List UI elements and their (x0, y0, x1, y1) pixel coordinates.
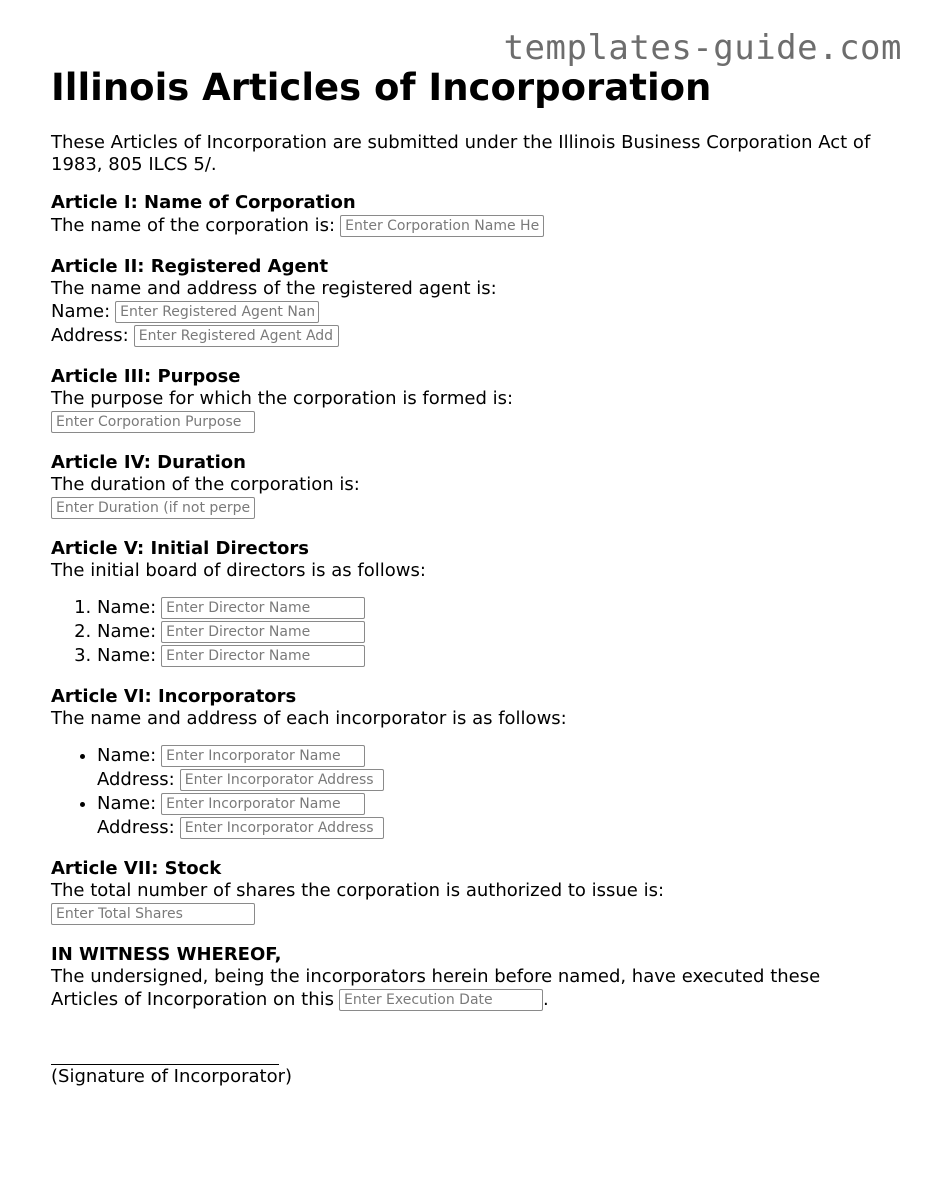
article-7-text: The total number of shares the corporation is authorized to issue is: (51, 880, 665, 901)
director-name-label: 1. Name: (97, 597, 157, 618)
article-5-section (51, 538, 891, 668)
article-3-section (51, 366, 891, 434)
director-name-label: 3. Name: (97, 645, 157, 666)
directors-list (51, 596, 891, 668)
article-4-text: The duration of the corporation is: (51, 474, 360, 495)
agent-address-input[interactable] (134, 325, 339, 347)
article-6-heading: Article VI: Incorporators (51, 686, 297, 707)
total-shares-input[interactable] (51, 903, 255, 925)
article-5-heading: Article V: Initial Directors (51, 538, 309, 559)
incorporator-address-input[interactable] (180, 817, 384, 839)
article-1-text: The name of the corporation is: (51, 215, 336, 236)
list-item (97, 744, 891, 792)
article-3-heading: Article III: Purpose (51, 366, 241, 387)
incorporator-address-input[interactable] (180, 769, 384, 791)
director-name-input[interactable] (161, 597, 365, 619)
article-2-heading: Article II: Registered Agent (51, 256, 329, 277)
document-page (51, 64, 891, 1089)
article-4-section (51, 452, 891, 520)
article-7-section (51, 858, 891, 926)
incorporator-address-label: Address: (97, 817, 175, 838)
article-7-heading: Article VII: Stock (51, 858, 222, 879)
article-5-text: The initial board of directors is as follows: (51, 560, 426, 581)
article-6-text: The name and address of each incorporator is as follows: (51, 708, 567, 729)
list-item (97, 596, 891, 620)
witness-text: The undersigned, being the incorporators herein before named, have executed these (51, 966, 821, 987)
corporation-name-input[interactable] (340, 215, 544, 237)
signature-caption: (Signature of Incorporator) (51, 1066, 293, 1087)
list-item (97, 644, 891, 668)
incorporator-name-label: • Name: (97, 745, 157, 766)
purpose-input[interactable] (51, 411, 255, 433)
duration-input[interactable] (51, 497, 255, 519)
agent-address-label: Address: (51, 325, 129, 346)
article-3-text: The purpose for which the corporation is formed is: (51, 388, 514, 409)
incorporator-name-label: • Name: (97, 793, 157, 814)
agent-name-label: Name: (51, 301, 111, 322)
incorporators-list (51, 744, 891, 840)
article-2-text: The name and address of the registered agent is: (51, 278, 497, 299)
witness-section (51, 944, 891, 1012)
article-2-section (51, 256, 891, 348)
incorporator-name-input[interactable] (161, 745, 365, 767)
director-name-input[interactable] (161, 645, 365, 667)
witness-text-2: Articles of Incorporation on this (51, 989, 334, 1010)
article-1-section (51, 192, 891, 238)
agent-name-input[interactable] (115, 301, 319, 323)
list-item (97, 792, 891, 840)
list-item (97, 620, 891, 644)
article-4-heading: Article IV: Duration (51, 452, 246, 473)
witness-heading: IN WITNESS WHEREOF, (51, 944, 282, 965)
director-name-label: 2. Name: (97, 621, 157, 642)
page-title: Illinois Articles of Incorporation (51, 66, 712, 109)
signature-line (51, 1040, 279, 1065)
witness-period: . (543, 989, 549, 1010)
incorporator-address-label: Address: (97, 769, 175, 790)
director-name-input[interactable] (161, 621, 365, 643)
execution-date-input[interactable] (339, 989, 543, 1011)
article-6-section (51, 686, 891, 840)
incorporator-name-input[interactable] (161, 793, 365, 815)
intro-paragraph: These Articles of Incorporation are submitted under the Illinois Business Corporation Act of 1983, 805 ILCS 5/. (51, 132, 871, 175)
article-1-heading: Article I: Name of Corporation (51, 192, 356, 213)
watermark: templates-guide.com (503, 28, 902, 68)
